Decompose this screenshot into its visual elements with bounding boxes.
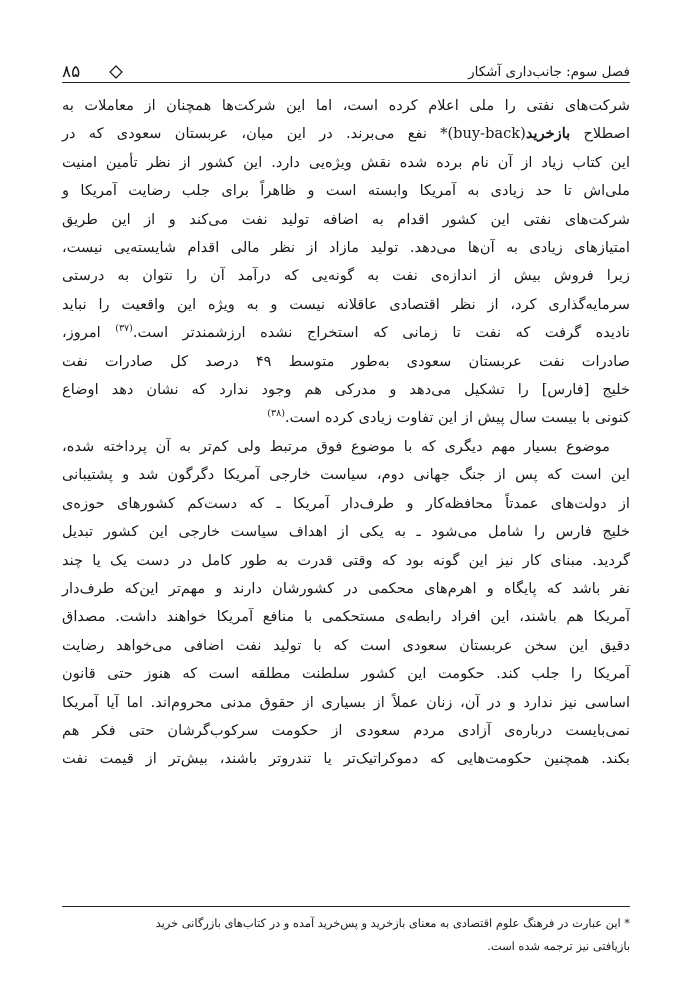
text-line: خلیج فارس را شامل می‌شود ـ به یکی از اهداف سیاست خارجی این کشور تبدیل <box>62 523 630 541</box>
text-line: از دولت‌های عمدتاً محافظه‌کار و طرف‌دار آمریکا ـ که دست‌کم کشورهای حوزه‌ی <box>62 494 630 512</box>
citation-ref: (۳۸) <box>267 408 285 420</box>
text-line: آمریکا هم باشند، این افراد رابطه‌ی مستحکمی با منافع آمریکا خواهند داشت. مصداق <box>62 608 630 626</box>
page-header <box>62 58 630 88</box>
citation-ref: (۳۷) <box>115 323 133 335</box>
text-line: خلیج [فارس] را تشکیل می‌دهد و مدرکی هم وجود ندارد که نشان دهد اوضاع <box>62 381 630 399</box>
text-line: اصطلاح بازخرید(buy-back)* نفع می‌برند. در این میان، عربستان سعودی که در <box>62 125 631 143</box>
text-line: امتیازهای زیادی به آن‌ها می‌دهد. تولید مازاد از نظر مالی اقدام شایسته‌یی نیست، <box>62 239 630 257</box>
text-line: ملی‌اش تا حد زیادی به آمریکا وابسته است و ظاهراً برای جلب رضایت آمریکا و <box>62 182 630 200</box>
text-line: سرمایه‌گذاری کرد، از نظر اقتصادی عاقلانه نیست و به ویژه این واقعیت را نباید <box>62 295 630 313</box>
text-line: شرکت‌های نفتی را ملی اعلام کرده است، اما این شرکت‌ها همچنان از معاملات به <box>62 97 630 114</box>
text-line: این است که پس از جنگ جهانی دوم، سیاست خارجی آمریکا دگرگون شد و پشتیبانی <box>62 466 630 484</box>
footnote-line: * این عبارت در فرهنگ علوم اقتصادی به معنای بازخرید و پس‌خرید آمده و در کتاب‌های بازرگانی خرید <box>155 916 630 930</box>
text-line: صادرات نفت عربستان سعودی به‌طور متوسط ۴۹ درصد کل صادرات نفت <box>62 352 630 370</box>
text-line: کنونی با بیست سال پیش از این تفاوت زیادی کرده است.$^{(۳۸)}$ <box>267 408 630 427</box>
text-line: آمریکا را جلب کند. حکومت این کشور سلطنت مطلقه است که هنوز حتی قانون <box>62 665 630 683</box>
footnote <box>62 912 630 958</box>
bold-term: بازخرید <box>525 125 571 143</box>
footnote-line: بازیافتی نیز ترجمه شده است. <box>487 939 630 953</box>
text-line: گردید. مبنای کار نیز این گونه بود که وقتی قدرت به طور کامل در دست یک یا چند <box>62 551 630 569</box>
text-line: دقیق این سخن عربستان سعودی است که با تولید نفت اضافی می‌خواهد رضایت <box>62 636 630 654</box>
text-line: زیرا فروش بیش از اندازه‌ی نفت به گونه‌یی که درآمد آن را نتوان به درستی <box>62 267 630 285</box>
text-line: شرکت‌های نفتی این کشور اقدام به اضافه تولید نفت می‌کند و از این طریق <box>62 210 630 228</box>
main-text <box>62 92 630 774</box>
header-rule <box>62 82 630 83</box>
footnote-rule <box>62 906 630 907</box>
text-line: بکند. همچنین حکومت‌هایی که دموکراتیک‌تر یا تندروتر باشند، بیش‌تر از قیمت نفت <box>62 750 630 768</box>
text-line: موضوع بسیار مهم دیگری که با موضوع فوق مرتبط ولی کم‌تر به آن پرداخته شده، <box>62 437 610 455</box>
text-line: اساسی نیز ندارد و در آن، زنان عملاً از بسیاری از حقوق مدنی محروم‌اند. اما آیا آمریکا <box>62 693 630 711</box>
chapter-title: فصل سوم: جانب‌داری آشکار <box>468 64 630 80</box>
text-line: این کتاب زیاد از آن نام برده شده نقش ویژه‌یی دارد. این کشور از نظر تأمین امنیت <box>62 153 630 171</box>
text-line: نادیده گرفت که نفت تا زمانی که استخراج نشده ارزشمندتر است.$^{(۳۷)}$ امروز، <box>62 323 630 342</box>
text-line: نفر باشد که پایگاه و اهرم‌های محکمی در کشورشان دارند و مهم‌تر این‌که طرف‌دار <box>62 579 630 597</box>
text-line: نمی‌بایست درباره‌ی آزادی مردم سعودی از حکومت سرکوب‌گرشان حتی فکر هم <box>62 721 630 739</box>
page-number: ۸۵ <box>62 62 81 82</box>
